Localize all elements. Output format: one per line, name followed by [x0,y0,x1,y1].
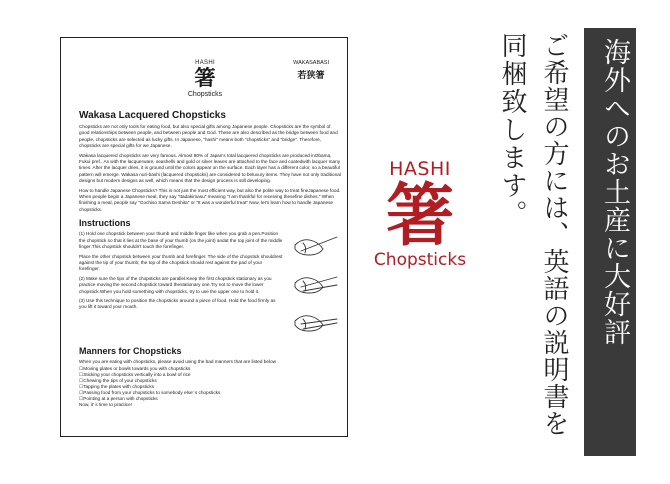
sheet-body [79,110,341,408]
wakasa-small-label: WAKASABASI [293,60,329,66]
instruction-step-1: (1) Hold one chopstick between your thumb and middle finger like when you grab a pen.Position the chopstick so that it lies at the base of your thumb (on the joint) andat the top joint of the middle finger.This chopstick shouldn't touch the forefinger. [79,231,283,250]
instruction-step-3: (3) Use this technique to position the chopsticks around a piece of food. Hold the food firmly as you lift it toward your mouth. [79,297,276,310]
banner-text: 海外へのお土産に大好評 [599,38,630,346]
vertical-text-col2: ご希望の方には、英語の説明書を [539,32,569,437]
list-item: ☐ Tapping the plates with chopsticks [79,384,341,390]
hashi-small-label: HASHI [195,60,215,66]
instruction-step-1b: Place the other chopstick between your thumb and forefinger. The side of the chopstick shouldrest against the tip of your thumb; the top of the chopstick should rest against the pad of your forefinger. [79,253,283,272]
hand-illustrations [289,231,341,341]
vertical-text-col1: 同梱致します。 [497,32,527,228]
manners-list [79,366,341,408]
instruction-step-2: (2) Make sure the tips of the chopsticks are parallel.Keep the first chopstick stationary as you practice moving the second chopstick toward thestationary one.Try not to move the lower chopstick.When you hold something with chopsticks, try to use the upper one to hold it. [79,275,272,294]
instructions-block [79,231,341,341]
sheet-title: Wakasa Lacquered Chopsticks [79,110,226,121]
manners-title: Manners for Chopsticks [79,346,182,357]
hand-holding-chopsticks-icon [289,231,341,341]
intro-paragraph-2: Wakasa lacquered chopsticks are very famous. Almost 80% of Japan's total lacquered chopsticks are produced inObama, Fukui pref.. As with the lacquerware, seashells and gold or silver leaves are attached to the face and coatedwith lacquer many times. After the lacquer dries, it is ground until the colors appear on the surface. Each layer has a different color, so a beautiful pattern will emerge. Wakasa nuri-bashi (lacquered chopsticks) are considered to beluxury items. They have not only traditional designs but modern designs as well, which means that the design process is still developing. [79,152,341,184]
manners-outro: Now, it' s time to practice! [79,401,132,407]
wakasa-heading [293,60,329,81]
logo-chopsticks-text: Chopsticks [373,250,467,270]
list-item: ☐ Sticking your chopsticks vertically into a bowl of rice [79,372,341,378]
list-item: ☐ Chewing the tips of your chopsticks [79,378,341,384]
hashi-caption: Chopsticks [187,91,223,98]
list-item: ☐ Moving plates or bowls towards you with chopsticks [79,366,341,372]
logo-kanji: 箸 [385,176,454,256]
manners-intro: When you are eating with chopsticks, please avoid using the bad manners that are listed below [79,359,276,365]
hashi-logo [365,158,475,270]
list-item: ☐ Passing food from your chopsticks to somebody else' s chopsticks [79,390,341,396]
instructions-title: Instructions [79,218,131,229]
hashi-kanji: 箸 [194,65,216,90]
logo-hashi-text: HASHI [389,158,451,180]
intro-paragraph-3: How to handle Japanese Chopsticks? This is not just the most efficient way, but also the polite way to treat fineJapanese food. When people begin a Japanese meal, they say "Itadakimasu" meaning "I am thankful for receiving thesefine dishes." When finishing a meal, people say "Gochiso Sama Deshita" or "It was a wonderful treat" Now, let's learn how to handle Japanese chopsticks. [79,187,341,212]
intro-paragraph-1: Chopsticks are not only tools for eating food, but also special gifts among Japanese people. Chopsticks are the symbol of good relationships between people, and between people and God. These are also described as the bridge between food and people, chopsticks are selected as lucky gifts. In Japanese, "hashi" means both "chopsticks" and "bridge". Therefore, chopsticks are special gifts for we Japanese. [79,124,338,149]
instruction-sheet [60,37,348,437]
list-item: ☐ Pointing at a person with chopsticks [79,396,341,402]
wakasa-kanji: 若狭箸 [297,71,325,81]
